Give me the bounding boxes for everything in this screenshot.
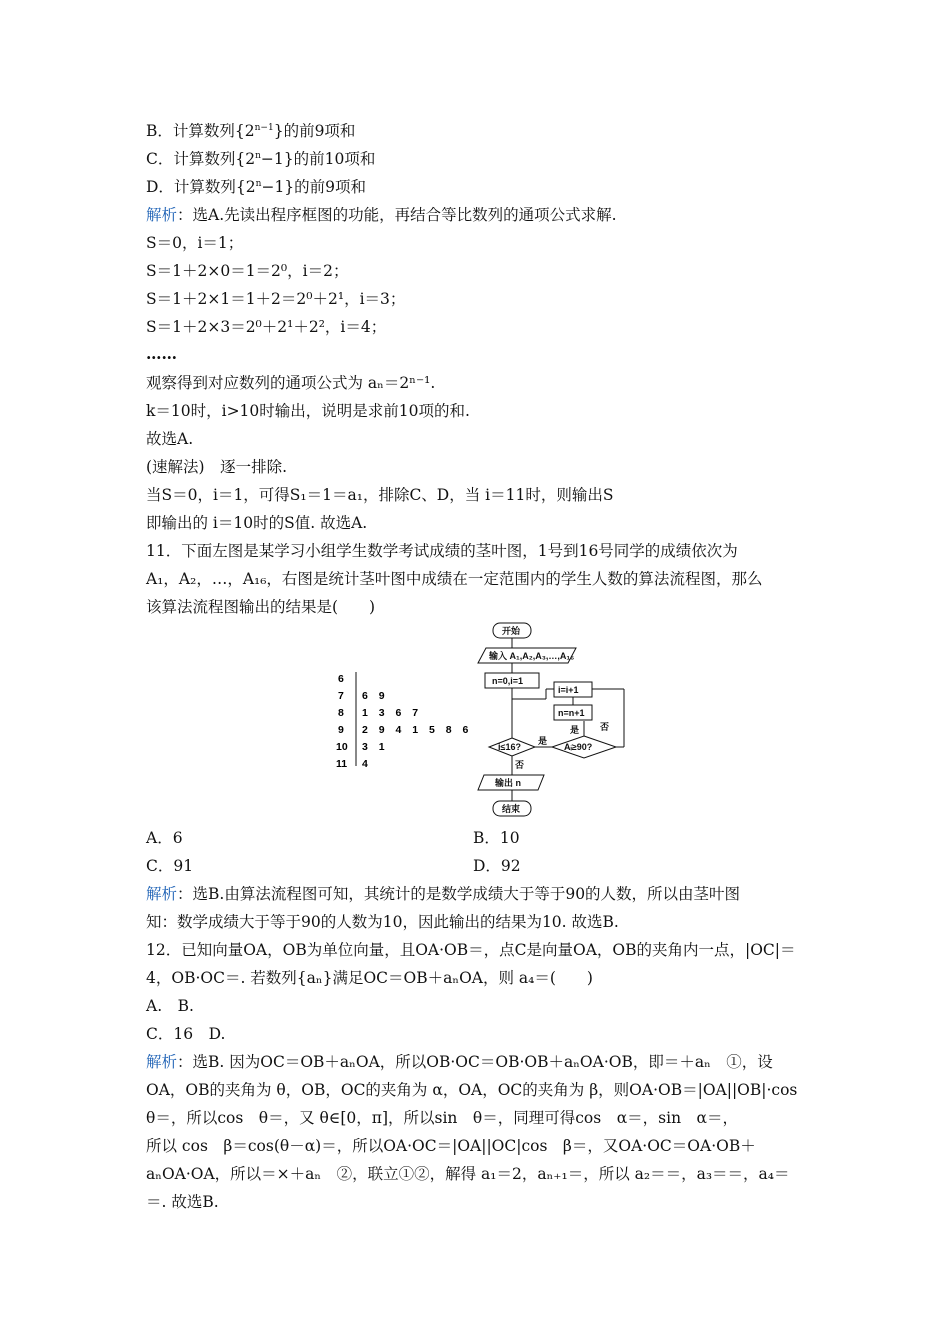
solution-11-line-2: 知：数学成绩大于等于90的人数为10，因此输出的结果为10. 故选B. (146, 913, 619, 931)
option-11-a: A．6 (146, 829, 183, 847)
solution-12-line-3: θ＝，所以cos θ＝，又 θ∈[0，π]，所以sin θ＝，同理可得cos α＝，sin α＝， (146, 1109, 739, 1127)
leaf-11: 4 (362, 758, 368, 770)
input-label: 输入 A₁,A₂,A₃,…,A₁₆ (489, 651, 575, 661)
step-1: S＝0，i＝1； (146, 234, 244, 252)
leaf-10: 3 1 (362, 741, 385, 753)
quick-line-2: 当S＝0，i＝1，可得S₁＝1＝a₁，排除C、D，当 i＝11时，则输出S (146, 486, 614, 504)
option-11-b: B．10 (473, 829, 520, 847)
cond-a-label: Aᵢ≥90? (564, 742, 593, 752)
stem-9: 9 (338, 724, 344, 736)
quick-line-3: 即输出的 i＝10时的S值. 故选A. (146, 514, 368, 532)
solution-12-line-4: 所以 cos β＝cos(θ－α)＝，所以OA·OC＝|OA||OC|cos β＝，又OA·OC＝OA·OB＋ (146, 1137, 756, 1155)
output-label: 输出 n (495, 778, 521, 788)
quick-method: (速解法) 逐一排除. (146, 458, 288, 476)
option-11-d: D．92 (473, 857, 521, 875)
init-label: n=0,i=1 (492, 676, 524, 686)
step-3: S＝1＋2×1＝1＋2＝2⁰＋2¹，i＝3； (146, 290, 406, 308)
option-11-c: C．91 (146, 857, 194, 875)
choose-a-line: 故选A. (146, 430, 194, 448)
question-11-line-3: 该算法流程图输出的结果是( ) (146, 598, 376, 616)
solution-10: 解析：选A.先读出程序框图的功能，再结合等比数列的通项公式求解. (146, 206, 617, 224)
stem-6: 6 (338, 673, 344, 685)
leaf-8: 1 3 6 7 (362, 707, 419, 719)
end-label: 结束 (502, 804, 521, 814)
solution-12-line-2: OA，OB的夹角为 θ，OB，OC的夹角为 α，OA，OC的夹角为 β，则OA·OB＝|OA||OB|·cos (146, 1081, 798, 1099)
step-2: S＝1＋2×0＝1＝2⁰，i＝2； (146, 262, 349, 280)
question-12-line-2: 4，OB·OC＝. 若数列{aₙ}满足OC＝OB＋aₙOA，则 a₄＝( ) (146, 969, 593, 987)
observe-line: 观察得到对应数列的通项公式为 aₙ＝2ⁿ⁻¹. (146, 374, 436, 392)
option-12-cd: C．16 D. (146, 1025, 226, 1043)
stem-8: 8 (338, 707, 344, 719)
question-12-line-1: 12．已知向量OA，OB为单位向量，且OA·OB＝，点C是向量OA，OB的夹角内一点，|OC|＝ (146, 941, 796, 959)
question-11-line-2: A₁，A₂，…，A₁₆，右图是统计茎叶图中成绩在一定范围内的学生人数的算法流程图，那么 (146, 570, 763, 588)
stem-7: 7 (338, 690, 344, 702)
solution-12-line-6: ＝. 故选B. (146, 1193, 219, 1211)
yes-label-2: 是 (570, 725, 580, 735)
option-12-ab: A. B. (146, 997, 194, 1015)
question-11-line-1: 11．下面左图是某学习小组学生数学考试成绩的茎叶图，1号到16号同学的成绩依次为 (146, 542, 738, 560)
stem-leaf-plot (336, 672, 469, 770)
solution-label: 解析 (146, 885, 178, 903)
inc-i-label: i=i+1 (558, 685, 579, 695)
no-label-2: 否 (515, 760, 525, 770)
k10-line: k＝10时，i>10时输出，说明是求前10项的和. (146, 402, 470, 420)
solution-12-line-1: 解析：选B. 因为OC＝OB＋aₙOA，所以OB·OC＝OB·OB＋aₙOA·OB，即＝＋aₙ ①，设 (146, 1053, 773, 1071)
option-b: B．计算数列$\{2^{n-1}\}$的前9项和 (146, 122, 356, 140)
no-label-1: 否 (600, 722, 610, 732)
ellipsis: …… (146, 344, 177, 363)
yes-label-1: 是 (538, 736, 548, 746)
solution-label: 解析 (146, 1053, 178, 1071)
stem-11: 11 (336, 758, 348, 770)
leaf-7: 6 9 (362, 690, 385, 702)
solution-label: 解析 (146, 206, 178, 224)
option-d: D．计算数列$\{2^n-1\}$的前9项和 (146, 178, 367, 196)
start-label: 开始 (502, 626, 521, 636)
leaf-9: 2 9 4 1 5 8 6 (362, 724, 469, 736)
inc-n-label: n=n+1 (558, 708, 585, 718)
solution-11-line-1: 解析：选B.由算法流程图可知，其统计的是数学成绩大于等于90的人数，所以由茎叶图 (146, 885, 741, 903)
solution-12-line-5: aₙOA·OA，所以＝×＋aₙ ②，联立①②，解得 a₁＝2，aₙ₊₁＝，所以 a₂＝＝，a₃＝＝，a₄＝ (146, 1165, 790, 1183)
option-c: C．计算数列$\{2^n-1\}$的前10项和 (146, 150, 376, 168)
step-4: S＝1＋2×3＝2⁰＋2¹＋2²，i＝4； (146, 318, 387, 336)
cond-i-label: i≤16? (498, 742, 521, 752)
stem-10: 10 (336, 741, 348, 753)
